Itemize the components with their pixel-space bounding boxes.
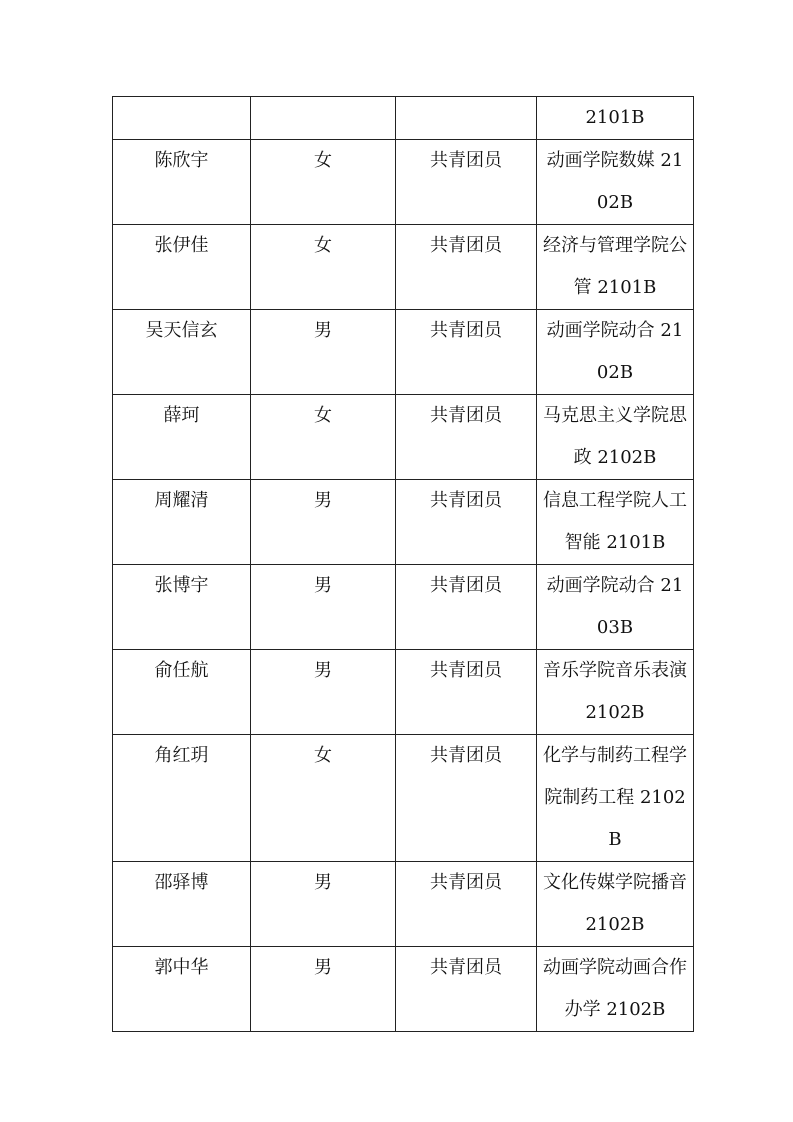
class-text: 化学与制药工程学院制药工程 2102B bbox=[543, 745, 687, 850]
name-cell bbox=[113, 140, 251, 225]
table-row bbox=[113, 650, 694, 735]
class-cell bbox=[537, 735, 694, 862]
table-row bbox=[113, 565, 694, 650]
name-text: 郭中华 bbox=[154, 957, 209, 978]
gender-text: 男 bbox=[314, 872, 332, 893]
class-text: 文化传媒学院播音 2102B bbox=[543, 872, 687, 935]
class-cell bbox=[537, 97, 694, 140]
political-status-cell bbox=[396, 480, 537, 565]
gender-cell bbox=[251, 97, 396, 140]
name-cell bbox=[113, 97, 251, 140]
gender-text: 男 bbox=[314, 320, 332, 341]
political-status-text: 共青团员 bbox=[430, 660, 502, 681]
gender-cell bbox=[251, 225, 396, 310]
gender-text: 男 bbox=[314, 490, 332, 511]
political-status-cell bbox=[396, 650, 537, 735]
class-text: 动画学院动画合作办学 2102B bbox=[543, 957, 687, 1020]
political-status-text: 共青团员 bbox=[430, 235, 502, 256]
political-status-cell bbox=[396, 735, 537, 862]
class-text: 马克思主义学院思政 2102B bbox=[543, 405, 687, 468]
gender-cell bbox=[251, 395, 396, 480]
name-text: 张伊佳 bbox=[154, 235, 209, 256]
class-cell bbox=[537, 395, 694, 480]
class-text: 音乐学院音乐表演 2102B bbox=[543, 660, 687, 723]
name-cell bbox=[113, 735, 251, 862]
political-status-cell bbox=[396, 97, 537, 140]
name-text: 周耀清 bbox=[154, 490, 209, 511]
name-cell bbox=[113, 862, 251, 947]
table-row bbox=[113, 480, 694, 565]
name-cell bbox=[113, 565, 251, 650]
class-text: 2101B bbox=[585, 107, 645, 128]
political-status-cell bbox=[396, 395, 537, 480]
class-text: 动画学院数媒 2102B bbox=[546, 150, 684, 213]
gender-text: 男 bbox=[314, 957, 332, 978]
gender-cell bbox=[251, 650, 396, 735]
table-row bbox=[113, 310, 694, 395]
gender-cell bbox=[251, 565, 396, 650]
table-row bbox=[113, 225, 694, 310]
name-text: 俞任航 bbox=[154, 660, 209, 681]
gender-cell bbox=[251, 480, 396, 565]
name-text: 陈欣宇 bbox=[154, 150, 209, 171]
table-row bbox=[113, 947, 694, 1032]
table-row bbox=[113, 862, 694, 947]
political-status-text: 共青团员 bbox=[430, 745, 502, 766]
gender-cell bbox=[251, 862, 396, 947]
class-text: 信息工程学院人工智能 2101B bbox=[543, 490, 687, 553]
name-cell bbox=[113, 650, 251, 735]
gender-text: 女 bbox=[314, 745, 332, 766]
class-cell bbox=[537, 565, 694, 650]
gender-cell bbox=[251, 735, 396, 862]
political-status-text: 共青团员 bbox=[430, 957, 502, 978]
political-status-cell bbox=[396, 565, 537, 650]
name-cell bbox=[113, 310, 251, 395]
political-status-cell bbox=[396, 140, 537, 225]
table-row bbox=[113, 395, 694, 480]
gender-text: 男 bbox=[314, 660, 332, 681]
class-cell bbox=[537, 225, 694, 310]
gender-cell bbox=[251, 947, 396, 1032]
political-status-cell bbox=[396, 862, 537, 947]
table-row bbox=[113, 140, 694, 225]
political-status-text: 共青团员 bbox=[430, 872, 502, 893]
table-row bbox=[113, 735, 694, 862]
political-status-cell bbox=[396, 310, 537, 395]
class-text: 经济与管理学院公管 2101B bbox=[543, 235, 687, 298]
class-text: 动画学院动合 2103B bbox=[546, 575, 684, 638]
gender-cell bbox=[251, 310, 396, 395]
name-text: 吴天信玄 bbox=[145, 320, 218, 341]
name-text: 张博宇 bbox=[154, 575, 209, 596]
political-status-text: 共青团员 bbox=[430, 320, 502, 341]
gender-text: 女 bbox=[314, 235, 332, 256]
gender-cell bbox=[251, 140, 396, 225]
name-cell bbox=[113, 480, 251, 565]
political-status-text: 共青团员 bbox=[430, 150, 502, 171]
table-row bbox=[113, 97, 694, 140]
name-cell bbox=[113, 947, 251, 1032]
class-cell bbox=[537, 947, 694, 1032]
class-text: 动画学院动合 2102B bbox=[546, 320, 684, 383]
gender-text: 男 bbox=[314, 575, 332, 596]
class-cell bbox=[537, 480, 694, 565]
class-cell bbox=[537, 650, 694, 735]
name-text: 邵驿博 bbox=[154, 872, 209, 893]
class-cell bbox=[537, 862, 694, 947]
name-text: 薛珂 bbox=[163, 405, 200, 426]
political-status-text: 共青团员 bbox=[430, 490, 502, 511]
student-roster-table bbox=[112, 96, 694, 1032]
name-cell bbox=[113, 395, 251, 480]
class-cell bbox=[537, 310, 694, 395]
gender-text: 女 bbox=[314, 150, 332, 171]
name-text: 角红玥 bbox=[154, 745, 209, 766]
gender-text: 女 bbox=[314, 405, 332, 426]
political-status-cell bbox=[396, 225, 537, 310]
political-status-cell bbox=[396, 947, 537, 1032]
political-status-text: 共青团员 bbox=[430, 405, 502, 426]
class-cell bbox=[537, 140, 694, 225]
political-status-text: 共青团员 bbox=[430, 575, 502, 596]
name-cell bbox=[113, 225, 251, 310]
